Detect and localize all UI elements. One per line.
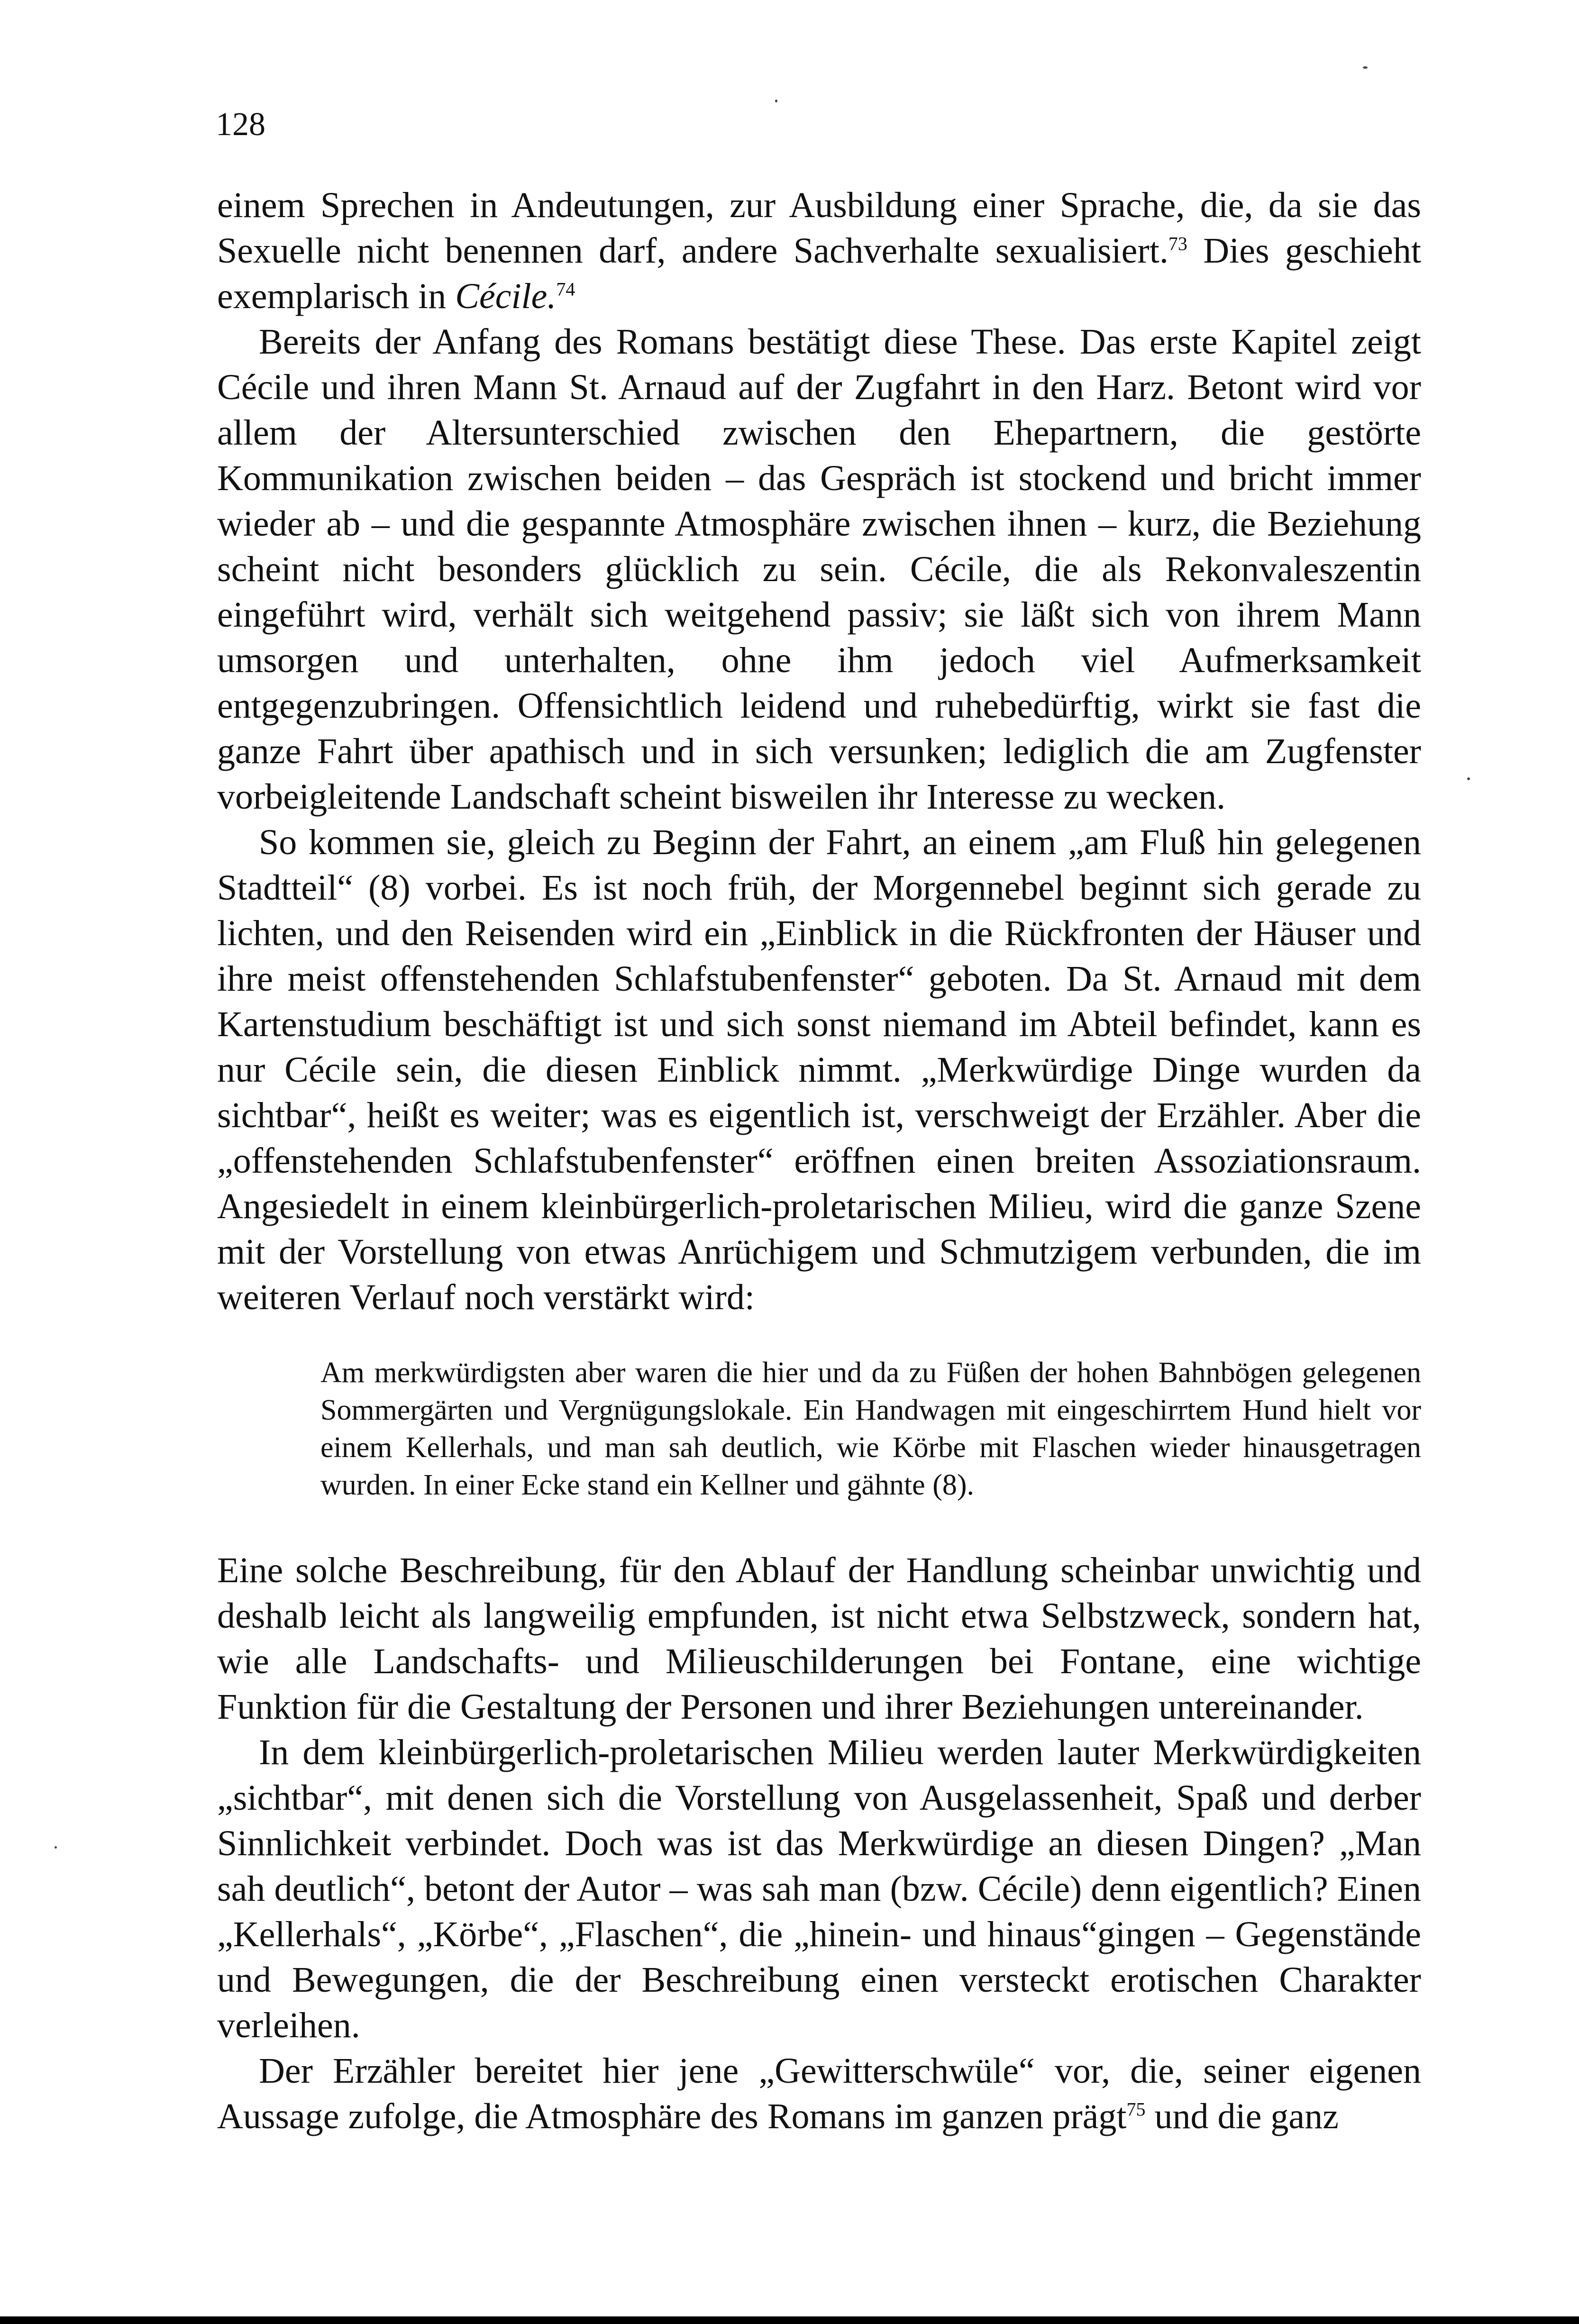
text-run: einem Sprechen in Andeutungen, zur Ausbildung einer Sprache, die, da sie das Sexuelle nicht benennen darf, andere Sachverhalte sexualisiert. [217,185,1421,271]
scan-speck [55,1846,57,1849]
paragraph [217,2048,1421,2139]
scan-speck [1467,777,1470,780]
scan-edge [0,2316,1579,2324]
scan-speck [775,100,777,102]
footnote-marker: 74 [556,278,575,300]
text-run: Bereits der Anfang des Romans bestätigt diese These. Das erste Kapitel zeigt Cécile und ihren Mann St. Arnaud auf der Zugfahrt in den Harz. Betont wird vor allem der Altersunterschied zwischen den Ehepartnern, die gestörte Kommunikation zwischen beiden – das Gespräch ist stockend und bricht immer wieder ab – und die gespannte Atmosphäre zwischen ihnen – kurz, die Beziehung scheint nicht besonders glücklich zu sein. Cécile, die als Rekonvaleszentin eingeführt wird, verhält sich weitgehend passiv; sie läßt sich von ihrem Mann umsorgen und unterhalten, ohne ihm jedoch viel Aufmerksamkeit entgegenzubringen. Offensichtlich leidend und ruhebedürftig, wirkt sie fast die ganze Fahrt über apathisch und in sich versunken; lediglich die am Zugfenster vorbeigleitende Landschaft scheint bisweilen ihr Interesse zu wecken. [217,322,1421,817]
paragraph [217,1730,1421,2048]
page-number: 128 [216,106,265,143]
footnote-marker: 75 [1126,2098,1146,2120]
scan-speck [1363,66,1368,69]
italic-title: Cécile. [455,276,557,316]
paragraph [217,319,1421,820]
text-run: So kommen sie, gleich zu Beginn der Fahrt, an einem „am Fluß hin gelegenen Stadtteil“ (8) vorbei. Es ist noch früh, der Morgennebel beginnt sich gerade zu lichten, und den Reisenden wird ein „Einblick in die Rückfronten der Häuser und ihre meist offenstehenden Schlafstubenfenster“ geboten. Da St. Arnaud mit dem Kartenstudium beschäftigt ist und sich sonst niemand im Abteil befindet, kann es nur Cécile sein, die diesen Einblick nimmt. „Merkwürdige Dinge wurden da sichtbar“, heißt es weiter; was es eigentlich ist, verschweigt der Erzähler. Aber die „offenstehenden Schlafstubenfenster“ eröffnen einen breiten Assoziationsraum. Angesiedelt in einem kleinbürgerlich-proletarischen Milieu, wird die ganze Szene mit der Vorstellung von etwas Anrüchigem und Schmutzigem verbunden, die im weiteren Verlauf noch verstärkt wird: [217,822,1421,1317]
text-run: Dies geschieht exemplarisch in [217,231,1421,316]
text-run: Eine solche Beschreibung, für den Ablauf der Handlung scheinbar unwichtig und deshalb leicht als langweilig empfunden, ist nicht etwa Selbstzweck, sondern hat, wie alle Landschafts- und Milieuschilderungen bei Fontane, eine wichtige Funktion für die Gestaltung der Personen und ihrer Beziehungen untereinander. [217,1550,1421,1727]
text-run: In dem kleinbürgerlich-proletarischen Milieu werden lauter Merkwürdigkeiten „sichtbar“, mit denen sich die Vorstellung von Ausgelassenheit, Spaß und derber Sinnlichkeit verbindet. Doch was ist das Merkwürdige an diesen Dingen? „Man sah deutlich“, betont der Autor – was sah man (bzw. Cécile) denn eigentlich? Einen „Kellerhals“, „Körbe“, „Flaschen“, die „hinein- und hinaus“gingen – Gegenstände und Bewegungen, die der Beschreibung einen versteckt erotischen Charakter verleihen. [217,1732,1421,2045]
block-quote: Am merkwürdigsten aber waren die hier und da zu Füßen der hohen Bahnbögen gelegenen Sommergärten und Vergnügungslokale. Ein Handwagen mit eingeschirrtem Hund hielt vor einem Kellerhals, und man sah deutlich, wie Körbe mit Flaschen wieder hinausgetragen wurden. In einer Ecke stand ein Kellner und gähnte (8). [320,1357,1421,1501]
paragraph [217,182,1421,319]
text-run: Der Erzähler bereitet hier jene „Gewitterschwüle“ vor, die, seiner eigenen Aussage zufolge, die Atmosphäre des Romans im ganzen prägt [217,2051,1421,2136]
paragraph [217,1548,1421,1730]
text-run: und die ganz [1145,2096,1339,2136]
footnote-marker: 73 [1168,233,1187,255]
paragraph [217,820,1421,1320]
body-text [217,182,1421,2139]
